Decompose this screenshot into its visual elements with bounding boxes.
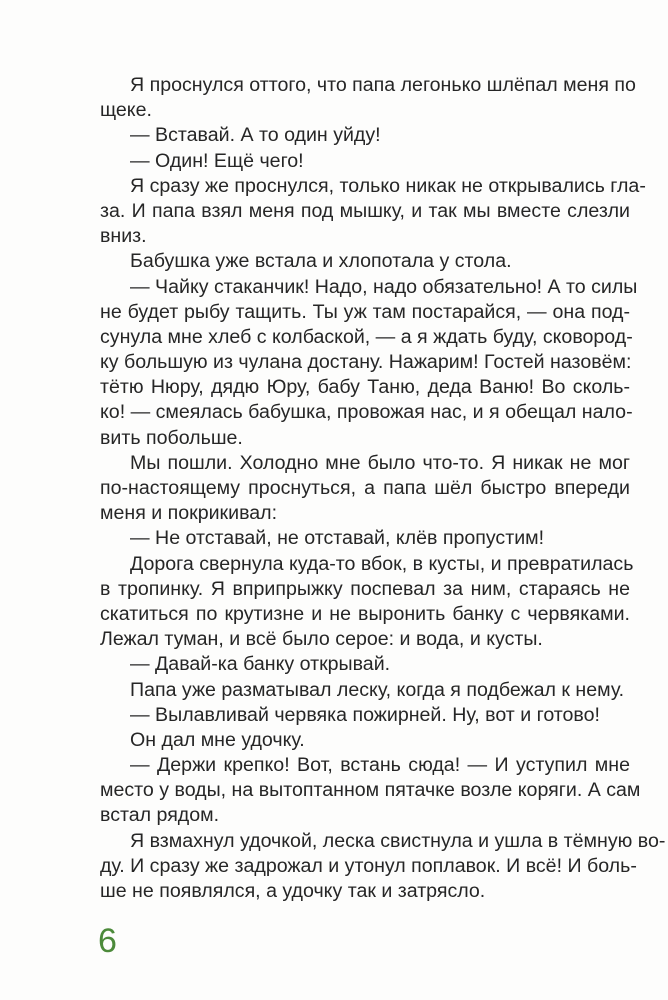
text-line: — Вставай. А то один уйду! [130,124,381,147]
text-line: — Давай-ка банку открывай. [130,653,391,676]
text-line: Я сразу же проснулся, только никак не открывались гла- [130,174,646,197]
text-line: ко! — смеялась бабушка, провожая нас, и я обещал нало- [100,401,633,424]
text-line: — Чайку стаканчик! Надо, надо обязательно! А то силы [130,275,638,298]
text-line: ку большую из чулана достану. Нажарим! Гостей назовём: [100,351,632,374]
text-line: щеке. [100,99,152,122]
text-line: ше не появлялся, а удочку так и затрясло. [100,880,486,902]
text-line: скатиться по крутизне и не выронить банку с червяками. [100,602,630,625]
page-number: 6 [98,922,117,960]
text-line: в тропинку. Я вприпрыжку поспевал за ним, стараясь не [100,577,630,600]
text-line: Лежал туман, и всё было серое: и вода, и кусты. [100,628,543,651]
text-line: вить побольше. [100,426,243,449]
text-line: Я взмахнул удочкой, леска свистнула и ушла в тёмную во- [130,829,666,852]
text-line: Дорога свернула куда-то вбок, в кусты, и превратилась [130,552,634,575]
text-line: по-настоящему проснуться, а папа шёл быстро впереди [100,477,630,499]
text-line: ду. И сразу же задрожал и утонул поплавок. И всё! И боль- [100,854,637,877]
text-line: — Не отставай, не отставай, клёв пропустим! [130,527,545,550]
text-line: Он дал мне удочку. [130,728,305,751]
text-line: Папа уже разматывал леску, когда я подбежал к нему. [130,678,625,701]
text-line: не будет рыбу тащить. Ты уж там постарайся, — она под- [100,300,630,323]
text-line: Я проснулся оттого, что папа легонько шлёпал меня по [130,74,636,96]
body-text [100,73,666,904]
text-line: меня и покрикивал: [100,502,278,525]
text-line: вниз. [100,225,147,248]
text-line: Мы пошли. Холодно мне было что-то. Я никак не мог [130,451,630,474]
text-line: — Вылавливай червяка пожирней. Ну, вот и готово! [130,703,600,726]
text-line: сунула мне хлеб с колбаской, — а я ждать буду, сковород- [100,325,633,348]
text-line: место у воды, на вытоптанном пятачке возле коряги. А сам [100,779,641,802]
text-line: за. И папа взял меня под мышку, и так мы вместе слезли [100,199,630,222]
text-line: встал рядом. [100,804,220,827]
text-line: — Держи крепко! Вот, встань сюда! — И уступил мне [130,754,630,777]
text-line: — Один! Ещё чего! [130,149,304,172]
text-line: тётю Нюру, дядю Юру, бабу Таню, деда Ваню! Во сколь- [100,376,630,399]
text-line: Бабушка уже встала и хлопотала у стола. [130,250,512,273]
